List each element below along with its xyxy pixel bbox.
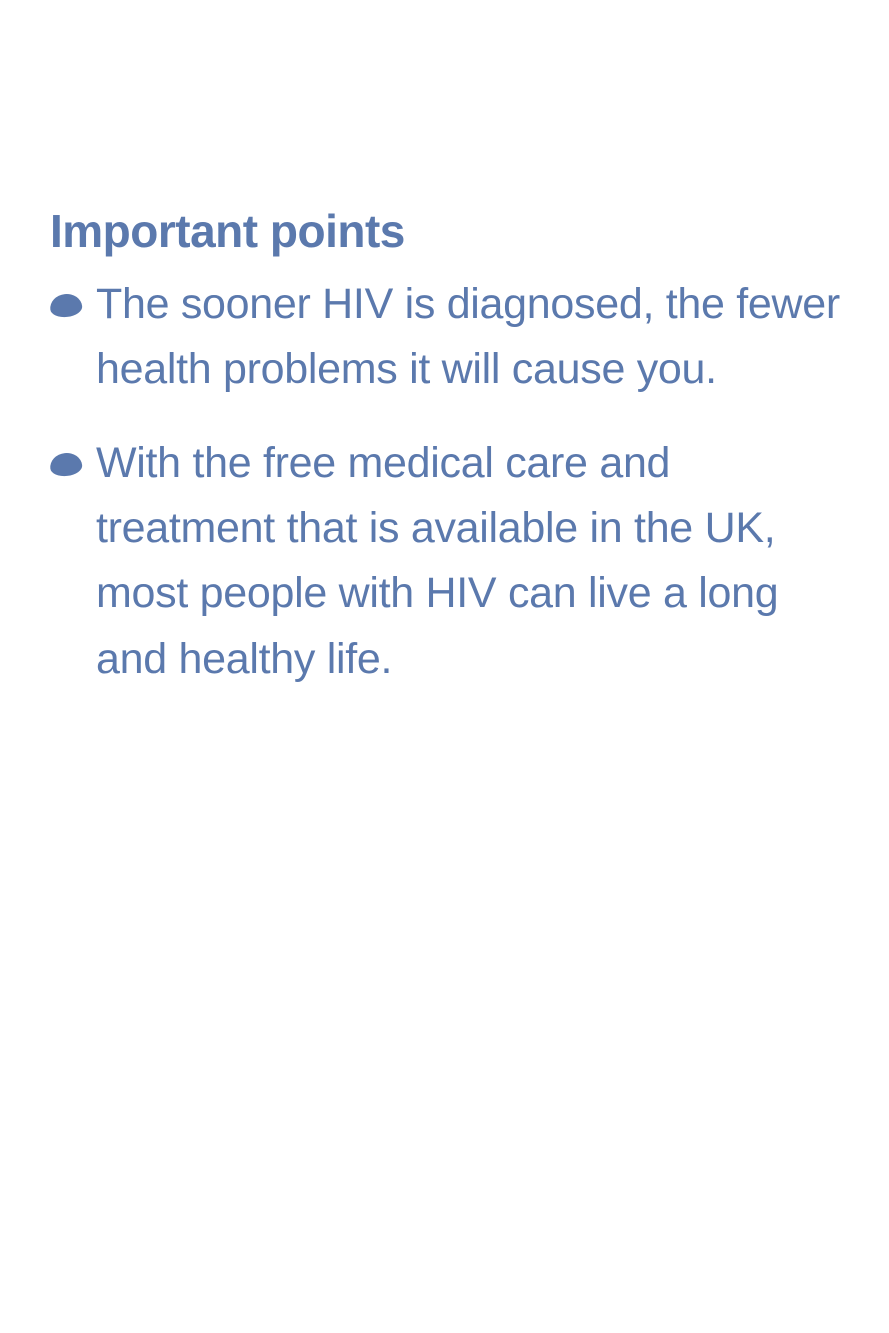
list-item	[50, 272, 850, 403]
list-item-text: The sooner HIV is diagnosed, the fewer health problems it will cause you.	[96, 279, 840, 394]
list-item	[50, 431, 850, 692]
oval-bullet-icon	[50, 272, 96, 317]
content-block	[50, 205, 850, 692]
oval-bullet-icon	[50, 431, 96, 476]
important-points-list	[50, 272, 850, 692]
list-item-text: With the free medical care and treatment that is available in the UK, most people with HIV can live a long and healthy life.	[96, 438, 779, 683]
page-title: Important points	[50, 205, 405, 257]
